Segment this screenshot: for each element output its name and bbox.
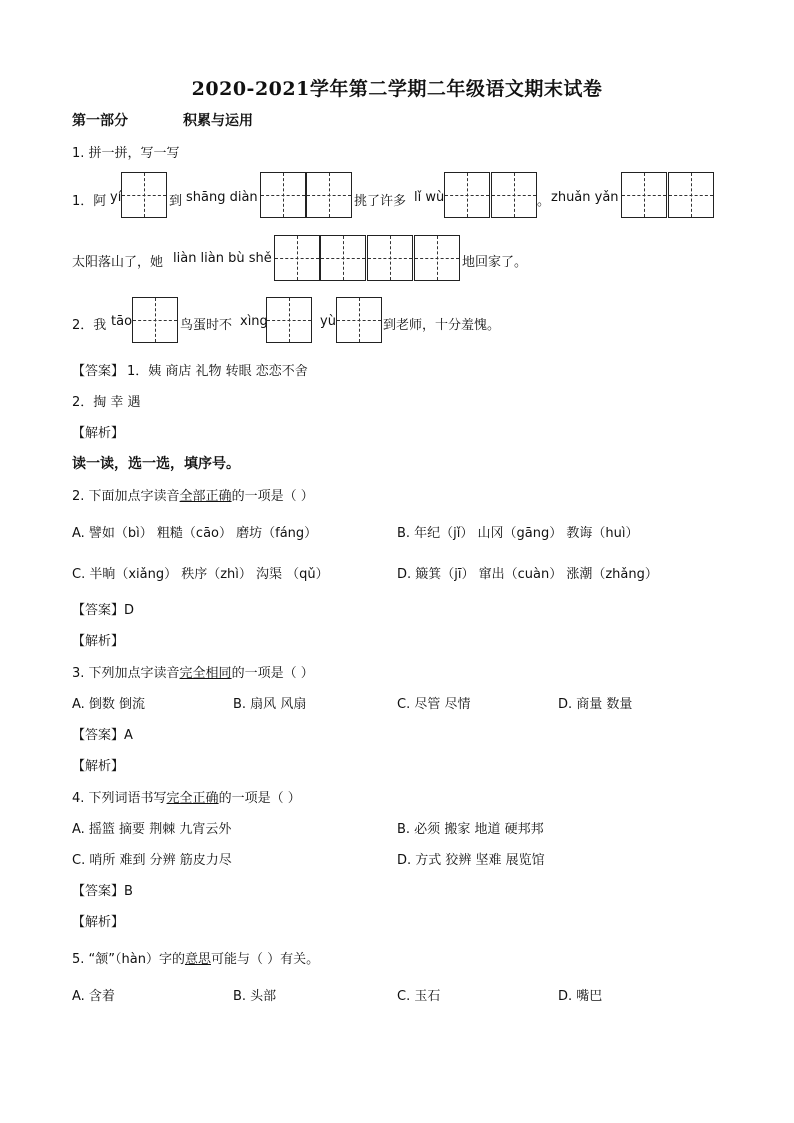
pinyin-lianlianbushe: liàn liàn bù shě — [173, 251, 272, 266]
q4-analysis: 【解析】 — [72, 915, 125, 930]
part-name: 积累与运用 — [183, 113, 253, 129]
q2-text-end: 的一项是（ ） — [231, 489, 314, 504]
q2-option-c: C. 半晌（xiǎng） 秩序（zhì） 沟渠 （qǔ） — [72, 567, 329, 582]
question-4 — [72, 787, 301, 806]
writing-box[interactable] — [444, 172, 490, 218]
q2-option-a: A. 譬如（bì） 粗糙（cāo） 磨坊（fáng） — [72, 526, 318, 541]
q2-emphasis: 全部正确 — [179, 489, 232, 504]
pinyin-yu: yù — [320, 314, 336, 329]
pinyin-liwu: lǐ wù — [414, 190, 445, 205]
writing-box[interactable] — [274, 235, 320, 281]
q4-option-d: D. 方式 狡辨 坚难 展览馆 — [397, 853, 545, 868]
answer-tag: 【答案】 — [72, 364, 125, 379]
section-heading: 读一读，选一选，填序号。 — [72, 456, 240, 472]
q5-option-d: D. 嘴巴 — [558, 989, 603, 1004]
q5-text-end: 可能与（ ）有关。 — [210, 952, 320, 967]
writing-box[interactable] — [336, 297, 382, 343]
pinyin-xing: xìng — [240, 314, 268, 329]
writing-box[interactable] — [621, 172, 667, 218]
q4-emphasis: 完全正确 — [166, 791, 219, 806]
q4-option-c: C. 哨所 难到 分辨 筋皮力尽 — [72, 853, 232, 868]
answer-1: 1．姨 商店 礼物 转眼 恋恋不舍 — [127, 364, 308, 379]
q1-line3-num: 2．我 — [72, 318, 107, 333]
q1-line1-text: 。 — [537, 194, 551, 209]
writing-box[interactable] — [668, 172, 714, 218]
q2-analysis: 【解析】 — [72, 634, 125, 649]
pinyin-yi: yí — [110, 190, 122, 205]
page-title: 2020-2021学年第二学期二年级语文期末试卷 — [191, 78, 603, 100]
q2-text: 2. 下面加点字读音 — [72, 489, 180, 504]
q4-option-b: B. 必须 搬家 地道 硬邦邦 — [397, 822, 544, 837]
q3-option-d: D. 商量 数量 — [558, 697, 633, 712]
q4-text: 4. 下列词语书写 — [72, 791, 167, 806]
q3-text-end: 的一项是（ ） — [231, 666, 314, 681]
writing-box[interactable] — [266, 297, 312, 343]
q4-text-end: 的一项是（ ） — [218, 791, 301, 806]
writing-box[interactable] — [367, 235, 413, 281]
writing-box[interactable] — [132, 297, 178, 343]
answer-2: 2．掏 幸 遇 — [72, 395, 141, 410]
writing-box[interactable] — [414, 235, 460, 281]
pinyin-shangdian: shāng diàn — [186, 190, 258, 205]
q2-option-b: B. 年纪（jǐ） 山冈（gāng） 教诲（huì） — [397, 526, 639, 541]
writing-box[interactable] — [320, 235, 366, 281]
q5-option-a: A. 含着 — [72, 989, 115, 1004]
q3-text: 3. 下列加点字读音 — [72, 666, 180, 681]
q1-line1-num: 1．阿 — [72, 194, 107, 209]
q4-answer: 【答案】B — [72, 884, 133, 899]
q5-option-c: C. 玉石 — [397, 989, 441, 1004]
writing-box[interactable] — [260, 172, 306, 218]
q3-analysis: 【解析】 — [72, 759, 125, 774]
q1-line1-text: 挑了许多 — [354, 194, 407, 209]
question-1-head: 1. 拼一拼，写一写 — [72, 146, 180, 161]
q5-emphasis: 意思 — [184, 952, 211, 967]
q5-option-b: B. 头部 — [233, 989, 277, 1004]
q1-line3-text: 到老师，十分羞愧。 — [383, 318, 501, 333]
q4-option-a: A. 摇篮 摘要 荆棘 九宵云外 — [72, 822, 232, 837]
q1-line2-text: 太阳落山了，她 — [72, 255, 164, 270]
pinyin-tao: tāo — [111, 314, 133, 329]
writing-box[interactable] — [306, 172, 352, 218]
q2-option-d: D. 簸箕（jī） 窜出（cuàn） 涨潮（zhǎng） — [397, 567, 658, 582]
analysis-tag: 【解析】 — [72, 426, 125, 441]
pinyin-zhuanyan: zhuǎn yǎn — [551, 190, 619, 205]
q3-option-c: C. 尽管 尽情 — [397, 697, 471, 712]
q3-option-b: B. 扇风 风扇 — [233, 697, 307, 712]
q1-line2-text: 地回家了。 — [462, 255, 528, 270]
question-3 — [72, 662, 314, 681]
writing-box[interactable] — [491, 172, 537, 218]
question-5 — [72, 948, 319, 967]
q3-option-a: A. 倒数 倒流 — [72, 697, 146, 712]
q5-text: 5. “颔”（hàn）字的 — [72, 952, 185, 967]
q1-line1-text: 到 — [169, 194, 183, 209]
q3-answer: 【答案】A — [72, 728, 133, 743]
writing-box[interactable] — [121, 172, 167, 218]
question-2 — [72, 485, 314, 504]
q1-line3-text: 鸟蛋时不 — [180, 318, 233, 333]
q3-emphasis: 完全相同 — [179, 666, 232, 681]
q2-answer: 【答案】D — [72, 603, 135, 618]
part-label: 第一部分 — [72, 113, 128, 129]
